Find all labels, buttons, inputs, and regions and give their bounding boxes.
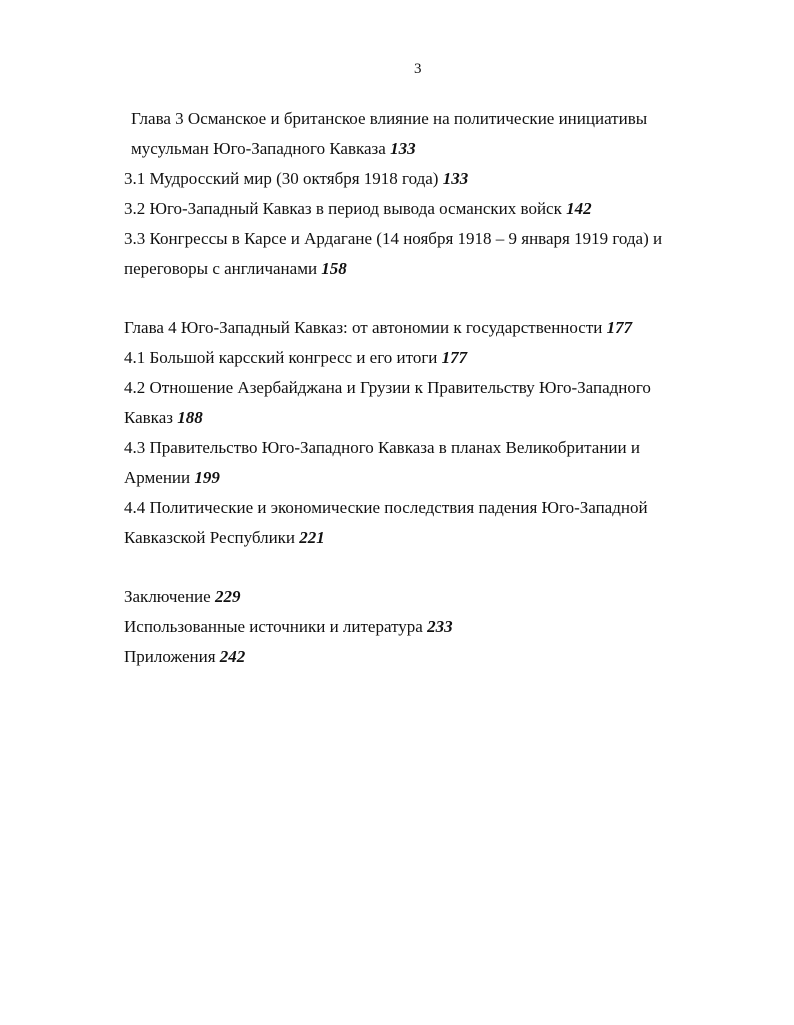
chapter-3-title-line1 xyxy=(124,104,724,134)
toc-entry-text: 4.3 Правительство Юго-Западного Кавказа в планах Великобритании и xyxy=(124,438,640,457)
toc-entry-page: 233 xyxy=(427,617,453,636)
toc-entry-page: 221 xyxy=(299,528,325,547)
toc-entry-3-2 xyxy=(124,194,724,224)
spacer xyxy=(124,553,724,582)
toc-entry-page: 158 xyxy=(321,259,347,278)
toc-entry-page: 199 xyxy=(194,468,220,487)
spacer xyxy=(124,284,724,313)
toc-entry-3-3-line2 xyxy=(124,254,724,284)
toc-entry-text: Использованные источники и литература xyxy=(124,617,423,636)
toc-entry-page: 229 xyxy=(214,587,241,606)
toc-entry-4-3-line2 xyxy=(124,463,724,493)
page-number: 3 xyxy=(414,61,422,77)
toc-entry-text: Заключение xyxy=(124,587,211,606)
chapter-3-title-line2 xyxy=(124,134,724,164)
toc-entry-text: Приложения xyxy=(124,647,216,666)
table-of-contents xyxy=(124,104,724,672)
chapter-3-title-text-1: Глава 3 Османское и британское влияние на политические инициативы xyxy=(131,109,648,128)
chapter-3-page: 133 xyxy=(390,139,416,158)
toc-entry-page: 242 xyxy=(219,647,246,666)
toc-entry-page: 188 xyxy=(177,408,203,427)
toc-entry-text: 4.4 Политические и экономические последствия падения Юго-Западной xyxy=(124,498,648,517)
chapter-4-page: 177 xyxy=(606,318,633,337)
chapter-4-title xyxy=(124,313,724,343)
toc-entry-4-4-line1 xyxy=(124,493,724,523)
toc-entry-4-2-line1 xyxy=(124,373,724,403)
chapter-3-title-text-2: мусульман Юго-Западного Кавказа xyxy=(131,139,386,158)
toc-entry-4-1 xyxy=(124,343,724,373)
toc-entry-text: 3.1 Мудросский мир (30 октября 1918 года) xyxy=(124,169,439,188)
toc-entry-4-4-line2 xyxy=(124,523,724,553)
toc-entry-text: 4.2 Отношение Азербайджана и Грузии к Правительству Юго-Западного xyxy=(124,378,651,397)
toc-entry-page: 177 xyxy=(441,348,468,367)
toc-entry-4-3-line1 xyxy=(124,433,724,463)
toc-entry-3-3-line1 xyxy=(124,224,724,254)
toc-entry-text: Кавказ xyxy=(124,408,173,427)
toc-entry-text: Армении xyxy=(124,468,191,487)
toc-entry-page: 142 xyxy=(566,199,592,218)
toc-entry-text: 4.1 Большой карсский конгресс и его итоги xyxy=(124,348,438,367)
toc-entry-conclusion xyxy=(124,582,724,612)
toc-entry-text: Кавказской Республики xyxy=(124,528,296,547)
toc-entry-text: 3.3 Конгрессы в Карсе и Ардагане (14 ноября 1918 – 9 января 1919 года) и xyxy=(124,229,663,248)
toc-entry-4-2-line2 xyxy=(124,403,724,433)
toc-entry-3-1 xyxy=(124,164,724,194)
chapter-4-title-text: Глава 4 Юго-Западный Кавказ: от автономии к государственности xyxy=(124,318,603,337)
toc-entry-appendices xyxy=(124,642,724,672)
toc-entry-text: 3.2 Юго-Западный Кавказ в период вывода османских войск xyxy=(124,199,562,218)
toc-entry-text: переговоры с англичанами xyxy=(124,259,318,278)
toc-entry-sources xyxy=(124,612,724,642)
toc-entry-page: 133 xyxy=(442,169,469,188)
